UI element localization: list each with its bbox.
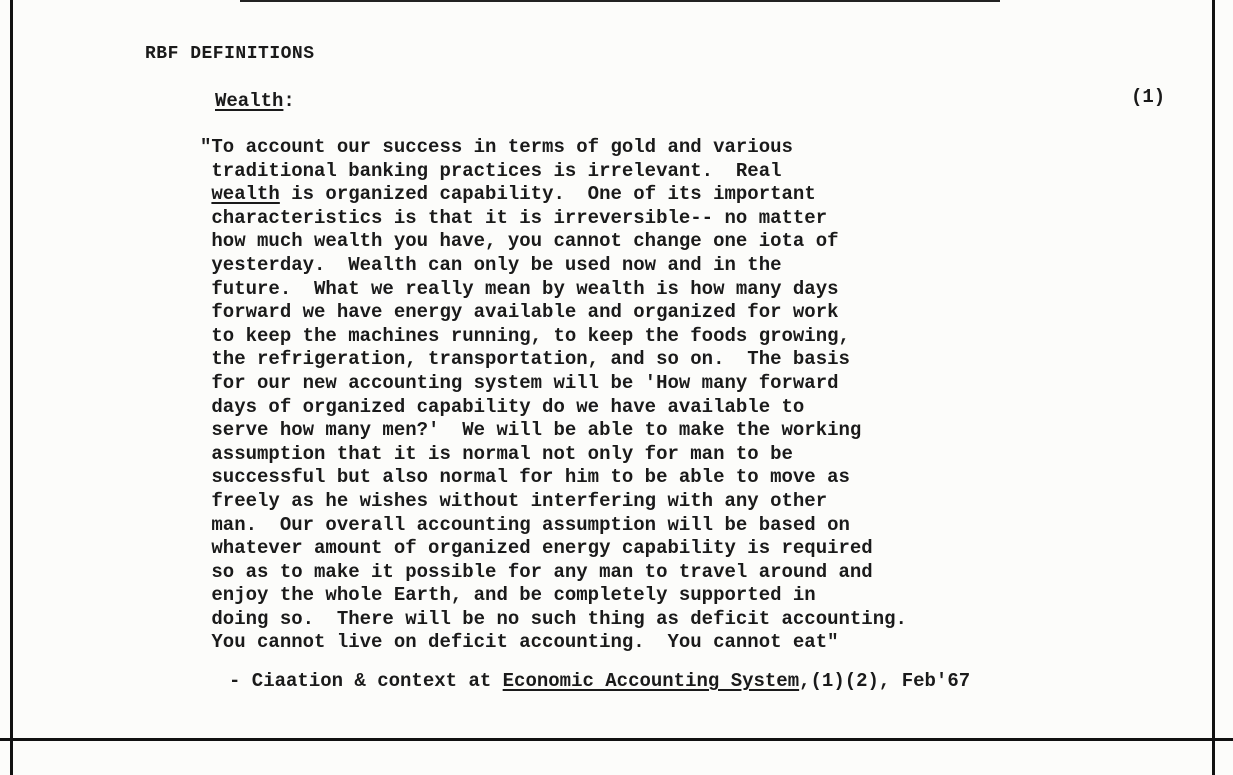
reference-number: (1) xyxy=(1131,86,1166,108)
citation-link[interactable]: Economic Accounting System xyxy=(502,670,800,692)
citation-suffix: ,(1)(2), Feb'67 xyxy=(799,670,971,692)
quote-line: "To account our success in terms of gold and various xyxy=(200,136,793,158)
quote-line: so as to make it possible for any man to travel around and xyxy=(200,560,873,583)
quote-line: characteristics is that it is irreversible-- no matter xyxy=(200,206,828,229)
term-label xyxy=(215,90,295,112)
section-heading: RBF DEFINITIONS xyxy=(145,44,315,64)
quote-line: wealth is organized capability. One of its important xyxy=(211,183,816,206)
quote-line: how much wealth you have, you cannot change one iota of xyxy=(200,230,839,253)
quote-line: traditional banking practices is irrelevant. Real xyxy=(200,159,782,182)
quote-line: assumption that it is normal not only for man to be xyxy=(200,442,793,465)
quote-line: freely as he wishes without interfering with any other xyxy=(200,489,828,512)
quote-line: the refrigeration, transportation, and so on. The basis xyxy=(200,348,850,371)
underlined-wealth: wealth xyxy=(211,183,280,206)
definition-quote xyxy=(200,136,907,655)
quote-line: to keep the machines running, to keep the foods growing, xyxy=(200,324,850,347)
page-frame-left-border xyxy=(10,0,13,775)
quote-line: for our new accounting system will be 'How many forward xyxy=(200,371,839,394)
quote-line: doing so. There will be no such thing as deficit accounting. xyxy=(200,607,907,630)
quote-line: man. Our overall accounting assumption will be based on xyxy=(200,513,850,536)
quote-line: whatever amount of organized energy capability is required xyxy=(200,537,873,560)
term-colon: : xyxy=(283,90,295,112)
quote-line: days of organized capability do we have available to xyxy=(200,395,805,418)
citation-line xyxy=(229,670,970,692)
page-frame-bottom-border xyxy=(0,738,1233,741)
quote-line: successful but also normal for him to be able to move as xyxy=(200,466,850,489)
quote-line: You cannot live on deficit accounting. You cannot eat" xyxy=(200,631,839,654)
quote-line: enjoy the whole Earth, and be completely supported in xyxy=(200,584,816,607)
quote-line: serve how many men?' We will be able to make the working xyxy=(200,419,862,442)
page-frame-right-border xyxy=(1212,0,1215,775)
quote-line: forward we have energy available and organized for work xyxy=(200,301,839,324)
quote-line: future. What we really mean by wealth is how many days xyxy=(200,277,839,300)
quote-line: yesterday. Wealth can only be used now and in the xyxy=(200,253,782,276)
page-frame-top-border xyxy=(240,0,1000,2)
term-word: Wealth xyxy=(215,90,284,112)
citation-prefix: - Ciaation & context at xyxy=(229,670,503,692)
